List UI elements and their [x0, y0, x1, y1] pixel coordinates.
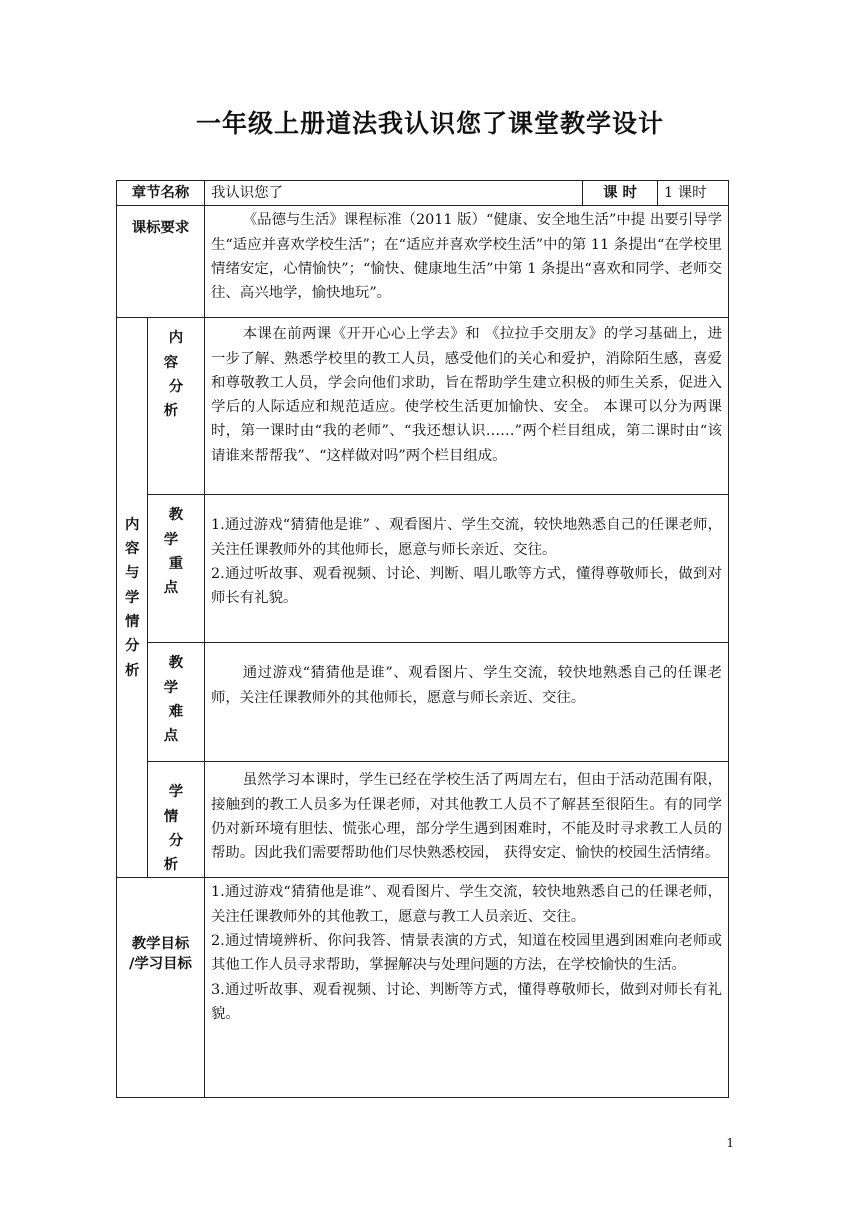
lesson-plan-table [116, 180, 729, 1098]
content-analysis-row [117, 318, 729, 495]
page-number: 1 [726, 1136, 734, 1150]
chapter-value: 我认识您了 [205, 181, 583, 206]
objective-item: 1.通过游戏“猜猜他是谁”、观看图片、学生交流，较快地熟悉自己的任课老师，关注任课教师外的其他教工，愿意与教工人员亲近、交往。 [211, 884, 723, 925]
chapter-label: 章节名称 [117, 181, 205, 206]
key-point-item: 2.通过听故事、观看视频、讨论、判断、唱儿歌等方式，懂得尊敬师长，做到对师长有礼貌。 [211, 565, 723, 607]
objective-item: 3.通过听故事、观看视频、讨论、判断等方式，懂得尊敬师长，做到对师长有礼貌。 [211, 981, 723, 1022]
hours-value: 1 课时 [658, 181, 729, 206]
difficulties-row [117, 643, 729, 762]
content-analysis-label: 内容 分析 [148, 318, 205, 495]
objectives-label: 教学目标 /学习目标 [117, 878, 205, 1098]
difficulties-text: 通过游戏“猜猜他是谁”、观看图片、学生交流，较快地熟悉自己的任课老师，关注任课教师外的其他师长，愿意与师长亲近、交往。 [205, 643, 729, 762]
difficulties-label: 教学 难点 [148, 643, 205, 762]
document-title: 一年级上册道法我认识您了课堂教学设计 [195, 109, 664, 138]
analysis-group-label: 内容与学情分析 [117, 318, 148, 878]
key-point-item: 1.通过游戏“猜猜他是谁” 、观看图片、学生交流，较快地熟悉自己的任课老师，关注任课教师外的其他师长，愿意与师长亲近、交往。 [211, 517, 723, 558]
chapter-row [117, 181, 729, 206]
students-text: 虽然学习本课时，学生已经在学校生活了两周左右，但由于活动范围有限，接触到的教工人员多为任课老师，对其他教工人员不了解甚至很陌生。有的同学仍对新环境有胆怯、慌张心理，部分学生遇到困难时，不能及时寻求教工人员的帮助。因此我们需要帮助他们尽快熟悉校园， 获得安定、愉快的校园生活情绪。 [205, 762, 729, 878]
students-label: 学情 分析 [148, 762, 205, 878]
objectives-row [117, 878, 729, 1098]
content-analysis-text: 本课在前两课《开开心心上学去》和 《拉拉手交朋友》的学习基础上，进一步了解、熟悉学校里的教工人员，感受他们的关心和爱护，消除陌生感，喜爱和尊敬教工人员，学会向他们求助，旨在帮助学生建立积极的师生关系，促进入学后的人际适应和规范适应。使学校生活更加愉快、安全。 本课可以分为两课时，第一课时由“我的老师”、“我还想认识……”两个栏目组成，第二课时由“该请谁来帮帮我”、“这样做对吗”两个栏目组成。 [205, 318, 729, 495]
standard-label: 课标要求 [117, 206, 205, 318]
students-row [117, 762, 729, 878]
objective-item: 2.通过情境辨析、你问我答、情景表演的方式，知道在校园里遇到困难向老师或其他工作人员寻求帮助，掌握解决与处理问题的方法，在学校愉快的生活。 [211, 933, 723, 974]
standard-row [117, 206, 729, 318]
key-points-label: 教学 重点 [148, 495, 205, 643]
objectives-text [205, 878, 729, 1098]
hours-label: 课 时 [583, 181, 658, 206]
key-points-text [205, 495, 729, 643]
standard-text: 《品德与生活》课程标准（2011 版）“健康、安全地生活”中提 出要引导学生“适应并喜欢学校生活”；在“适应并喜欢学校生活”中的第 11 条提出“在学校里情绪安定，心情愉快”；“愉快、健康地生活”中第 1 条提出“喜欢和同学、老师交往、高兴地学，愉快地玩”。 [205, 206, 729, 318]
key-points-row [117, 495, 729, 643]
